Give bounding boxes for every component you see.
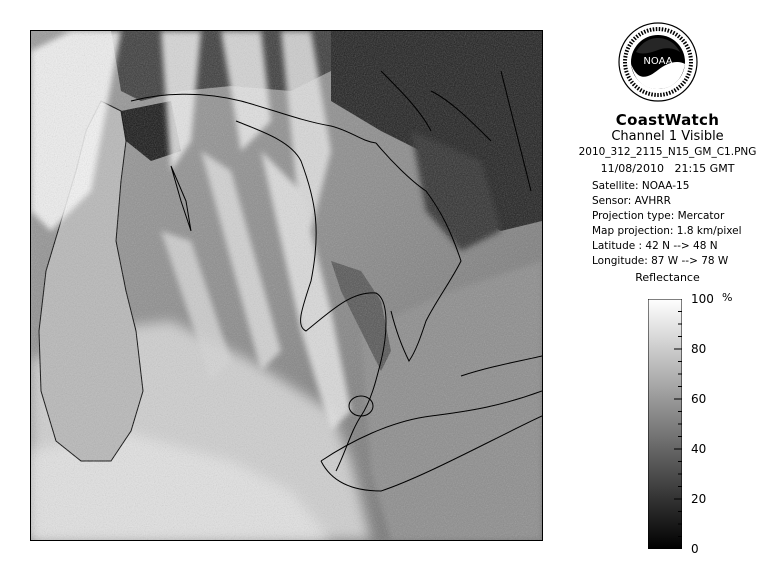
colorbar-tick-label: 60 <box>691 392 707 406</box>
colorbar-unit: % <box>722 291 733 304</box>
colorbar-tick-label: 100 <box>691 292 714 306</box>
sensor-label: Sensor: AVHRR <box>592 195 671 207</box>
app-title: CoastWatch <box>615 111 720 129</box>
map-projection-label: Map projection: 1.8 km/pixel <box>592 225 742 237</box>
noaa-logo <box>618 22 698 102</box>
noaa-logo-text: NOAA <box>643 56 673 67</box>
datetime-label <box>560 162 775 175</box>
longitude-label: Longitude: 87 W --> 78 W <box>592 255 729 267</box>
satellite-label: Satellite: NOAA-15 <box>592 180 690 192</box>
filename-label: 2010_312_2115_N15_GM_C1.PNG <box>578 146 757 158</box>
date-label: 11/08/2010 <box>600 162 664 175</box>
colorbar-tick-label: 20 <box>691 492 707 506</box>
colorbar-title: Reflectance <box>635 271 700 284</box>
reflectance-colorbar <box>648 299 682 549</box>
colorbar-tick-label: 80 <box>691 342 707 356</box>
channel-label: Channel 1 Visible <box>611 129 724 144</box>
projection-type-label: Projection type: Mercator <box>592 210 725 222</box>
colorbar-tick-label: 0 <box>691 542 699 556</box>
satellite-image <box>30 30 543 541</box>
latitude-label: Latitude : 42 N --> 48 N <box>592 240 718 252</box>
colorbar-tick-label: 40 <box>691 442 707 456</box>
time-label: 21:15 GMT <box>674 162 735 175</box>
